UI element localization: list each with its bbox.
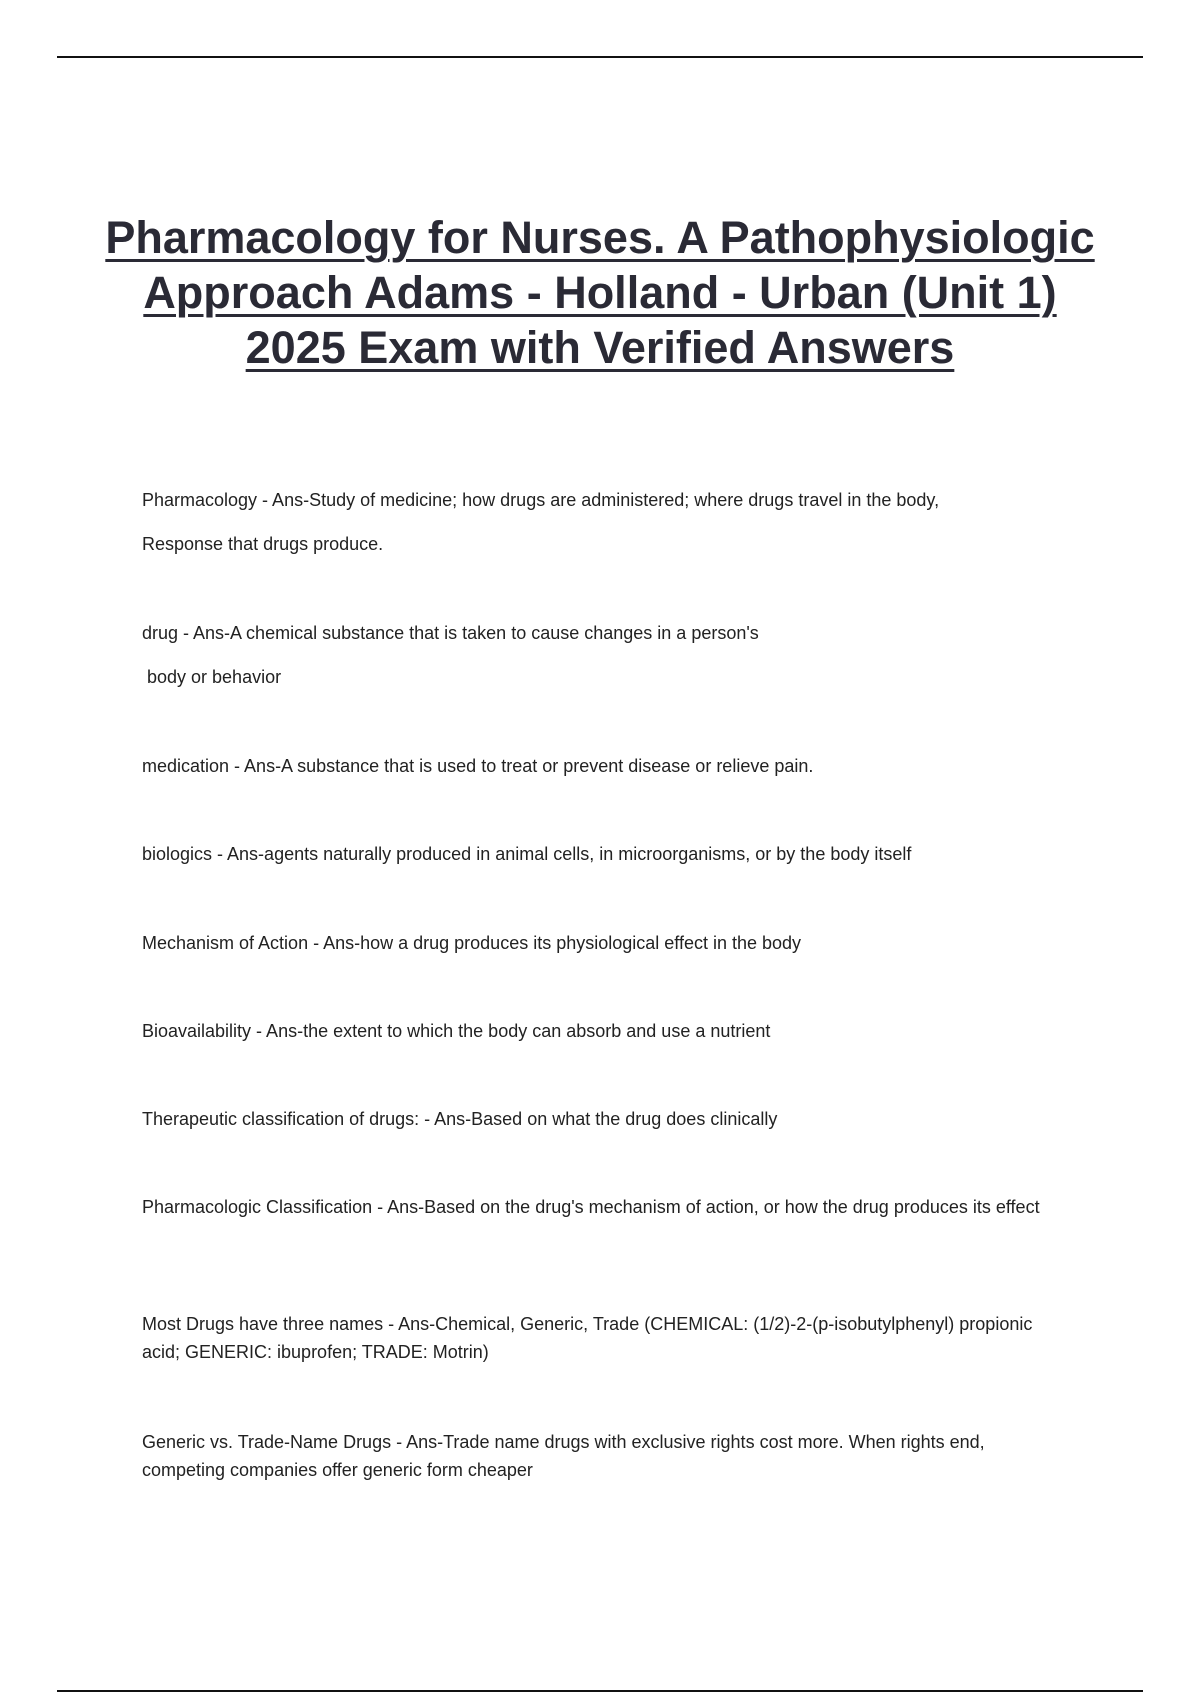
- qa-entry-pharmacologic-classification: [142, 1193, 1072, 1221]
- entry-text: Generic vs. Trade-Name Drugs - Ans-Trade name drugs with exclusive rights cost more. When rights end, competing companies offer generic form cheaper: [142, 1432, 985, 1480]
- qa-entry-three-names: [142, 1310, 1072, 1366]
- qa-entry-biologics: [142, 840, 1072, 868]
- entry-text: Mechanism of Action - Ans-how a drug produces its physiological effect in the body: [142, 933, 802, 953]
- document-title: Pharmacology for Nurses. A Pathophysiologic Approach Adams - Holland - Urban (Unit 1) 2025 Exam with Verified Answers: [105, 212, 1095, 373]
- qa-entry-generic-vs-trade: [142, 1428, 1072, 1484]
- qa-entry-therapeutic-classification: [142, 1105, 1072, 1133]
- qa-entry-drug: [142, 619, 1072, 691]
- qa-entry-pharmacology: [142, 486, 1072, 558]
- qa-entry-mechanism-of-action: [142, 929, 1072, 957]
- entry-text-line-1: Pharmacology - Ans-Study of medicine; how drugs are administered; where drugs travel in the body,: [142, 490, 940, 510]
- entry-text-line-1: drug - Ans-A chemical substance that is taken to cause changes in a person's: [142, 623, 759, 643]
- entry-text-line-2: Response that drugs produce.: [142, 534, 384, 554]
- qa-entry-medication: [142, 752, 1072, 780]
- entry-text: Most Drugs have three names - Ans-Chemical, Generic, Trade (CHEMICAL: (1/2)-2-(p-isobutylphenyl) propionic acid; GENERIC: ibuprofen; TRADE: Motrin): [142, 1314, 1033, 1362]
- bottom-rule: [57, 1690, 1143, 1692]
- entry-text: biologics - Ans-agents naturally produced in animal cells, in microorganisms, or by the body itself: [142, 844, 912, 864]
- entry-text: medication - Ans-A substance that is used to treat or prevent disease or relieve pain.: [142, 756, 814, 776]
- entry-text: Pharmacologic Classification - Ans-Based on the drug's mechanism of action, or how the drug produces its effect: [142, 1197, 1040, 1217]
- entry-text-line-2: body or behavior: [142, 667, 282, 687]
- qa-entry-bioavailability: [142, 1017, 1072, 1045]
- entry-text: Therapeutic classification of drugs: - Ans-Based on what the drug does clinically: [142, 1109, 778, 1129]
- entry-text: Bioavailability - Ans-the extent to which the body can absorb and use a nutrient: [142, 1021, 771, 1041]
- top-rule: [57, 56, 1143, 58]
